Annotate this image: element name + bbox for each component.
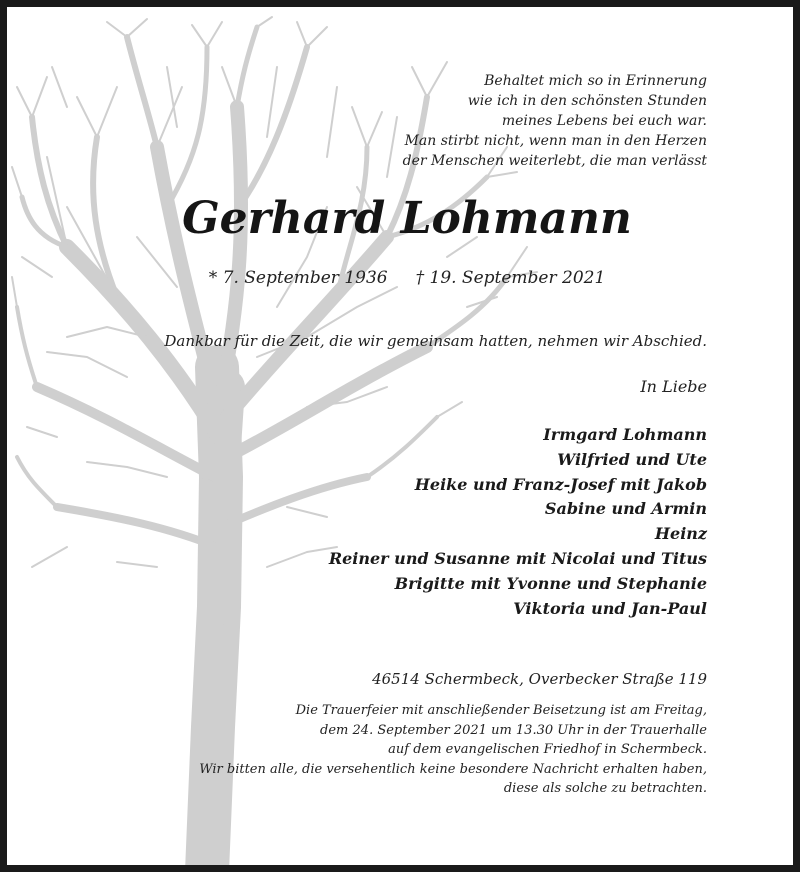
poem-line: wie ich in den schönsten Stunden — [467, 93, 707, 109]
death-date: † 19. September 2021 — [415, 268, 606, 288]
mourner-entry: Brigitte mit Yvonne und Stephanie — [394, 573, 707, 593]
mourner-entry: Heike und Franz-Josef mit Jakob — [414, 474, 707, 494]
notice-line: dem 24. September 2021 um 13.30 Uhr in der Trauerhalle — [320, 722, 707, 738]
deceased-name: Gerhard Lohmann — [182, 193, 632, 244]
mourner-entry: Heinz — [654, 524, 707, 544]
notice-line: diese als solche zu betrachten. — [503, 781, 707, 796]
notice-line: Die Trauerfeier mit anschließender Beisetzung ist am Freitag, — [295, 703, 707, 718]
closing-phrase: In Liebe — [640, 377, 707, 396]
mourner-entry: Irmgard Lohmann — [543, 425, 707, 444]
poem-line: Man stirbt nicht, wenn man in den Herzen — [404, 133, 707, 149]
life-dates — [7, 265, 800, 291]
poem-line: meines Lebens bei euch war. — [501, 113, 707, 129]
notice-line: Wir bitten alle, die versehentlich keine besondere Nachricht erhalten haben, — [199, 761, 707, 777]
mourners-list — [187, 423, 707, 621]
birth-date: * 7. September 1936 — [208, 268, 388, 288]
farewell-statement: Dankbar für die Zeit, die wir gemeinsam hatten, nehmen wir Abschied. — [164, 332, 707, 350]
mourner-entry: Sabine und Armin — [544, 499, 707, 519]
notice-line: auf dem evangelischen Friedhof in Schermbeck. — [388, 742, 707, 757]
memorial-poem — [287, 71, 707, 171]
poem-line: der Menschen weiterlebt, die man verlässt — [402, 153, 707, 169]
mourner-entry: Viktoria und Jan-Paul — [513, 598, 707, 618]
poem-line: Behaltet mich so in Erinnerung — [484, 73, 707, 89]
family-address: 46514 Schermbeck, Overbecker Straße 119 — [372, 670, 707, 688]
mourner-entry: Reiner und Susanne mit Nicolai und Titus — [328, 548, 707, 568]
mourner-entry: Wilfried und Ute — [557, 449, 707, 469]
funeral-notice — [67, 701, 707, 799]
